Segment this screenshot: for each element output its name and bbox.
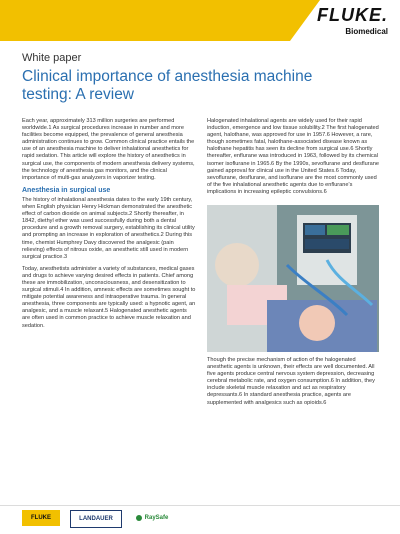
halogenated-paragraph: Halogenated inhalational agents are widely used for their rapid induction, emergence and low tissue solubility.2 The first halogenated agent, halothane, was approved for use in 1957.6 However, a rare, though sometimes fatal, halothane-associated disease known as halothane hepatitis has seen its decline from surgical use.6 Shortly thereafter, enflurane was introduced in 1963, followed by its chemical isomer isoflurane in 1965.6 By the 1990s, sevoflurane and desflurane gained approval for clinical use in the United States.6 Today, sevoflurane, desflurane, and isoflurane are the most commonly used of the five inhalational anesthetic agents due to enflurane's implications in increasing epileptic convulsions.6 bbox=[207, 118, 379, 195]
left-column bbox=[22, 118, 196, 335]
section-heading: Anesthesia in surgical use bbox=[22, 186, 111, 194]
surgery-illustration bbox=[207, 205, 379, 352]
raysafe-logo bbox=[130, 510, 174, 526]
fluke-logo: FLUKE. bbox=[317, 5, 388, 25]
page-title: Clinical importance of anesthesia machine testing: A review bbox=[22, 68, 313, 103]
right-column-bottom bbox=[207, 357, 379, 412]
raysafe-dot-icon bbox=[136, 515, 142, 521]
history-paragraph: The history of inhalational anesthesia dates to the early 19th century, when English physician Henry Hickman demonstrated the anesthetic effect of carbon dioxide on animal subjects.2 Shortly thereafter, in 1842, diethyl ether was used successfully during both a dental procedure and a growth removal surgery, establishing its clinical utility and prompting an increase in exploration of anesthetics.2 During this time, chemist Humphrey Davy discovered the analgesic (pain relieving) effects of nitrous oxide, an anesthetic still used in modern surgical practice.3 bbox=[22, 196, 195, 260]
header-bar bbox=[0, 0, 400, 50]
fluke-footer-logo: FLUKE bbox=[22, 510, 60, 526]
document-type: White paper bbox=[22, 52, 82, 64]
footer-bar bbox=[0, 505, 400, 534]
intro-paragraph: Each year, approximately 313 million surgeries are performed worldwide.1 As surgical procedures increase in number and more facilities become equipped, the prevalence of general anesthesia administration continues to grow. Common clinical practice entails the use of an anesthesia machine to deliver inhalational anesthetics for rapid sedation. This article will explore the history of anesthetics in surgical use, the components of modern anesthesia delivery systems, the technology of anesthesia gas monitors, and the clinical importance of multi-gas analyzers in vaporizer testing. bbox=[22, 118, 195, 181]
landauer-logo: LANDAUER bbox=[70, 510, 122, 528]
surgery-photo bbox=[207, 205, 379, 352]
raysafe-label: RaySafe bbox=[144, 515, 169, 521]
yellow-stripe bbox=[0, 0, 290, 41]
brand bbox=[296, 5, 388, 36]
brand-subtitle: Biomedical bbox=[345, 27, 388, 36]
today-paragraph: Today, anesthetists administer a variety of substances, medical gases and drugs to achieve varying desired effects in patients. Chief among these are immobilization, unconsciousness, and desensitization to surgical stimuli.4 In addition, amnesic effects are sometimes sought to mitigate potential awareness and intraoperative trauma. In general anesthesia, three components are typically used: a hypnotic agent, an analgesic, and a muscle relaxant.5 Halogenated anesthetic agents are often used in common practice to achieve muscle relaxation and sedation. bbox=[22, 265, 196, 329]
mechanism-paragraph: Though the precise mechanism of action of the halogenated anesthetic agents is unknown, their effects are well documented. All five agents produce central nervous system depression, decreasing cerebral metabolic rate, and oxygen consumption.6 In addition, they include skeletal muscle relaxation and act as respiratory depressants.6 In standard anesthesia practice, agents are supplemented with analgesics such as opioids.6 bbox=[207, 357, 375, 406]
right-column-top bbox=[207, 118, 379, 201]
